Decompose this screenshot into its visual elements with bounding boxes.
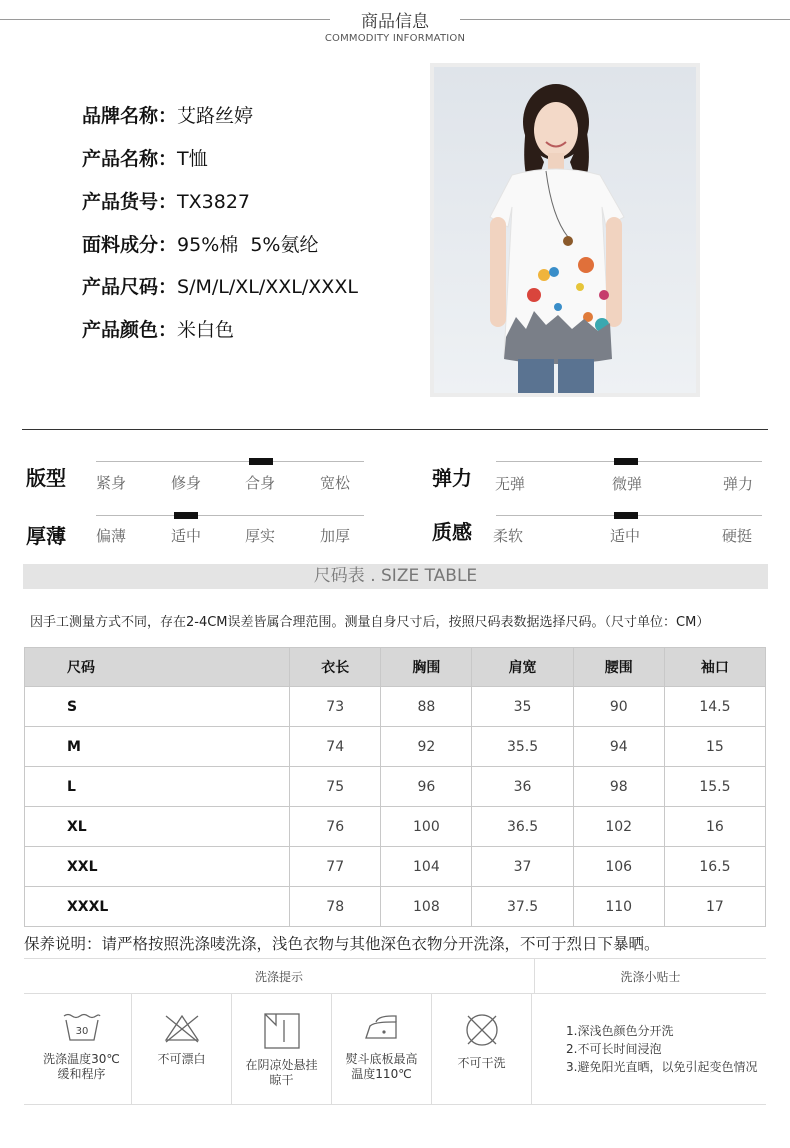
info-material: 面料成分：95%棉 5%氨纶 <box>82 234 319 256</box>
table-cell: 16 <box>664 807 765 847</box>
section-subtitle: COMMODITY INFORMATION <box>324 33 466 44</box>
no-bleach-item <box>132 994 232 1104</box>
info-product-name: 产品名称：T恤 <box>82 148 208 170</box>
fit-label: 合身 <box>245 474 276 492</box>
thickness-label: 偏薄 <box>96 527 127 545</box>
table-row <box>25 887 766 927</box>
wash-tips <box>566 1022 757 1076</box>
texture-scale-marker <box>614 512 638 519</box>
table-cell: 102 <box>573 807 664 847</box>
table-cell: 16.5 <box>664 847 765 887</box>
size-table <box>24 647 766 927</box>
table-cell: 36 <box>472 767 573 807</box>
table-cell: XXXL <box>25 887 290 927</box>
table-cell: 98 <box>573 767 664 807</box>
care-instructions: 保养说明：请严格按照洗涤唛洗涤，浅色衣物与其他深色衣物分开洗涤，不可于烈日下暴晒。 <box>24 935 660 953</box>
wash-header-left: 洗涤提示 <box>24 958 535 994</box>
table-cell: XXL <box>25 847 290 887</box>
fit-title: 版型 <box>26 466 66 490</box>
wash-30-label: 缓和程序 <box>57 1067 106 1081</box>
table-cell: M <box>25 727 290 767</box>
table-cell: 104 <box>381 847 472 887</box>
table-cell: 110 <box>573 887 664 927</box>
fit-label: 宽松 <box>320 474 351 492</box>
elastic-scale-marker <box>614 458 638 465</box>
table-cell: 15 <box>664 727 765 767</box>
no-dry-clean-item <box>432 994 532 1104</box>
table-cell: 106 <box>573 847 664 887</box>
iron-item <box>332 994 432 1104</box>
table-cell: 74 <box>290 727 381 767</box>
hang-dry-shade-icon <box>262 1012 302 1050</box>
hang-dry-label: 在阴凉处悬挂 <box>245 1058 318 1072</box>
table-cell: 73 <box>290 687 381 727</box>
table-cell: XL <box>25 807 290 847</box>
table-cell: 96 <box>381 767 472 807</box>
table-header-row <box>25 648 766 687</box>
texture-title: 质感 <box>432 520 472 544</box>
texture-label: 柔软 <box>493 527 524 545</box>
thickness-scale-line <box>96 515 364 516</box>
iron-label: 熨斗底板最高 <box>345 1052 418 1066</box>
hang-dry-item <box>232 994 332 1104</box>
fit-scale-marker <box>249 458 273 465</box>
wash-tip: 3.避免阳光直晒，以免引起变色情况 <box>566 1060 758 1074</box>
wash-tip: 1.深浅色颜色分开洗 <box>566 1024 674 1038</box>
info-brand: 品牌名称：艾路丝婷 <box>82 105 254 127</box>
texture-label: 适中 <box>610 527 641 545</box>
table-cell: 76 <box>290 807 381 847</box>
elastic-title: 弹力 <box>432 466 472 490</box>
thickness-scale-marker <box>174 512 198 519</box>
thickness-label: 厚实 <box>245 527 276 545</box>
table-cell: 75 <box>290 767 381 807</box>
table-cell: 37 <box>472 847 573 887</box>
table-header: 袖口 <box>664 648 765 687</box>
fit-label: 修身 <box>171 474 202 492</box>
thickness-label: 加厚 <box>320 527 351 545</box>
section-title: 商品信息 <box>361 12 429 32</box>
table-cell: 88 <box>381 687 472 727</box>
table-row <box>25 847 766 887</box>
table-cell: 94 <box>573 727 664 767</box>
table-header: 肩宽 <box>472 648 573 687</box>
no-dry-clean-icon <box>462 1012 502 1048</box>
table-header: 尺码 <box>25 648 290 687</box>
wash-30-label: 洗涤温度30℃ <box>43 1052 120 1066</box>
table-header: 胸围 <box>381 648 472 687</box>
table-cell: L <box>25 767 290 807</box>
iron-low-icon <box>362 1012 402 1044</box>
elastic-label: 弹力 <box>723 475 754 493</box>
wash-header-right: 洗涤小贴士 <box>535 958 766 994</box>
fit-scale-line <box>96 461 364 462</box>
bottom-rule <box>24 1104 766 1105</box>
table-row <box>25 807 766 847</box>
table-cell: 14.5 <box>664 687 765 727</box>
table-header: 衣长 <box>290 648 381 687</box>
table-row <box>25 727 766 767</box>
iron-label: 温度110℃ <box>351 1067 412 1081</box>
table-cell: 15.5 <box>664 767 765 807</box>
info-sizes: 产品尺码：S/M/L/XL/XXL/XXXL <box>82 276 358 298</box>
size-table-title: 尺码表 . SIZE TABLE <box>23 564 768 589</box>
wash-30-icon <box>62 1012 102 1044</box>
wash-30-item <box>32 994 132 1104</box>
section-divider <box>22 429 768 430</box>
info-sku: 产品货号：TX3827 <box>82 191 250 213</box>
no-bleach-label: 不可漂白 <box>157 1052 206 1066</box>
thickness-title: 厚薄 <box>26 524 66 548</box>
hang-dry-label: 晾干 <box>269 1073 294 1087</box>
thickness-label: 适中 <box>171 527 202 545</box>
table-cell: 108 <box>381 887 472 927</box>
wash-tip: 2.不可长时间浸泡 <box>566 1042 662 1056</box>
table-cell: 36.5 <box>472 807 573 847</box>
table-cell: 35.5 <box>472 727 573 767</box>
fit-label: 紧身 <box>96 474 127 492</box>
elastic-label: 无弹 <box>495 475 526 493</box>
elastic-label: 微弹 <box>612 475 643 493</box>
table-cell: 77 <box>290 847 381 887</box>
table-cell: 92 <box>381 727 472 767</box>
table-cell: S <box>25 687 290 727</box>
table-cell: 100 <box>381 807 472 847</box>
table-cell: 90 <box>573 687 664 727</box>
table-cell: 78 <box>290 887 381 927</box>
table-header: 腰围 <box>573 648 664 687</box>
no-bleach-icon <box>162 1012 202 1044</box>
table-cell: 35 <box>472 687 573 727</box>
table-cell: 37.5 <box>472 887 573 927</box>
table-cell: 17 <box>664 887 765 927</box>
no-dry-clean-label: 不可干洗 <box>457 1056 506 1070</box>
product-photo <box>430 63 700 397</box>
table-row <box>25 687 766 727</box>
table-row <box>25 767 766 807</box>
info-color: 产品颜色：米白色 <box>82 319 235 341</box>
texture-label: 硬挺 <box>722 527 753 545</box>
svg-text:30: 30 <box>75 1026 88 1037</box>
size-table-note: 因手工测量方式不同，存在2-4CM误差皆属合理范围。测量自身尺寸后，按照尺码表数据选择尺码。（尺寸单位：CM） <box>30 615 710 630</box>
